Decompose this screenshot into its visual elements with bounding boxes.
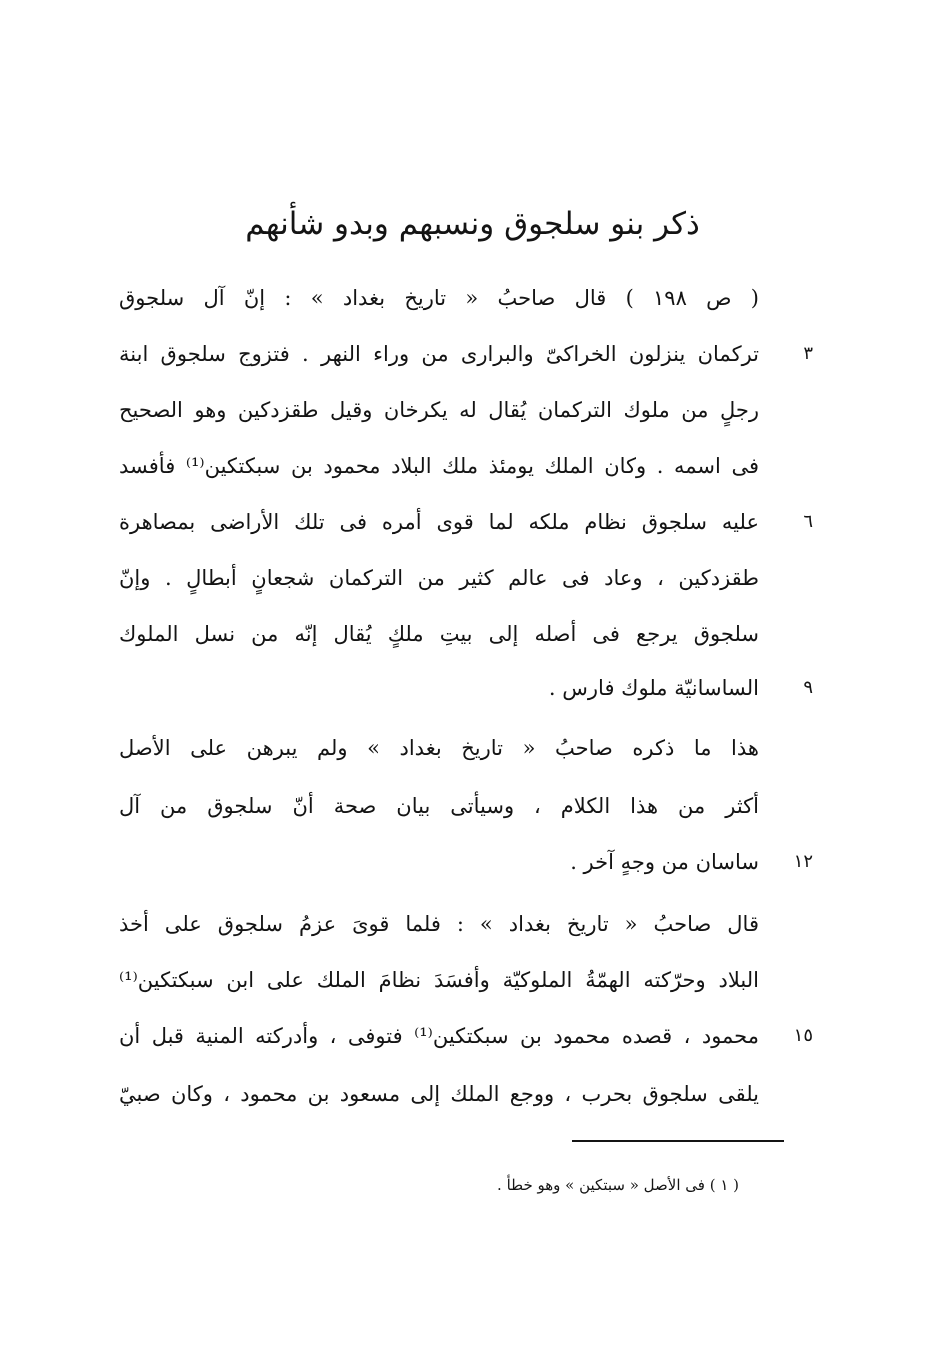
line-number: ٩ [803,677,813,698]
text-line: هذا ما ذكره صاحبُ « تاريخ بغداد » ولم يبرهن على الأصل [119,736,759,760]
chapter-title: ذكر بنو سلجوق ونسبهم وبدو شأنهم [245,206,700,242]
text-line: ( ص ١٩٨ ) قال صاحبُ « تاريخ بغداد » : إنّ آل سلجوق [119,286,759,310]
line-number: ١٥ [793,1025,813,1046]
text-line: فى اسمه . وكان الملك يومئذ ملك البلاد محمود بن سبكتكين⁽¹⁾ فأفسد [119,454,759,478]
text-line: سلجوق يرجع فى أصله إلى بيتِ ملكٍ يُقال إنّه من نسل الملوك [119,622,759,646]
text-line: البلاد وحرّكته الهمّةُ الملوكيّة وأفسَدَ نظامَ الملك على ابن سبكتكين⁽¹⁾ [119,968,759,992]
text-line: يلقى سلجوق بحرب ، ووجع الملك إلى مسعود بن محمود ، وكان صبيّ [119,1082,759,1106]
line-number: ٦ [803,511,813,532]
text-line: الساسانيّة ملوك فارس . [548,676,759,700]
line-number: ١٢ [793,851,813,872]
text-line: قال صاحبُ « تاريخ بغداد » : فلما قوىَ عزمُ سلجوق على أخذ [119,912,759,936]
text-line: عليه سلجوق نظام ملكه لما قوى أمره فى تلك الأراضى بمصاهرة [119,510,759,534]
text-line: رجلٍ من ملوك التركمان يُقال له يكرخان وقيل طقزدكين وهو الصحيح [119,398,759,422]
text-line: ساسان من وجهٍ آخر . [570,850,759,874]
text-line: أكثر من هذا الكلام ، وسيأتى بيان صحة أنّ سلجوق من آل [119,794,759,818]
footnote: ( ١ ) فى الأصل « سبتكين » وهو خطأ . [497,1176,739,1194]
line-number: ٣ [803,343,813,364]
text-line: محمود ، قصده محمود بن سبكتكين⁽¹⁾ فتوفى ، وأدركته المنية قبل أن [119,1024,759,1048]
text-line: طقزدكين ، وعاد فى عالم كثير من التركمان شجعانٍ أبطالٍ . وإنّ [119,566,759,590]
footnote-separator [572,1140,784,1142]
text-line: تركمان ينزلون الخراكىّ والبرارى من وراء النهر . فتزوج سلجوق ابنة [119,342,759,366]
